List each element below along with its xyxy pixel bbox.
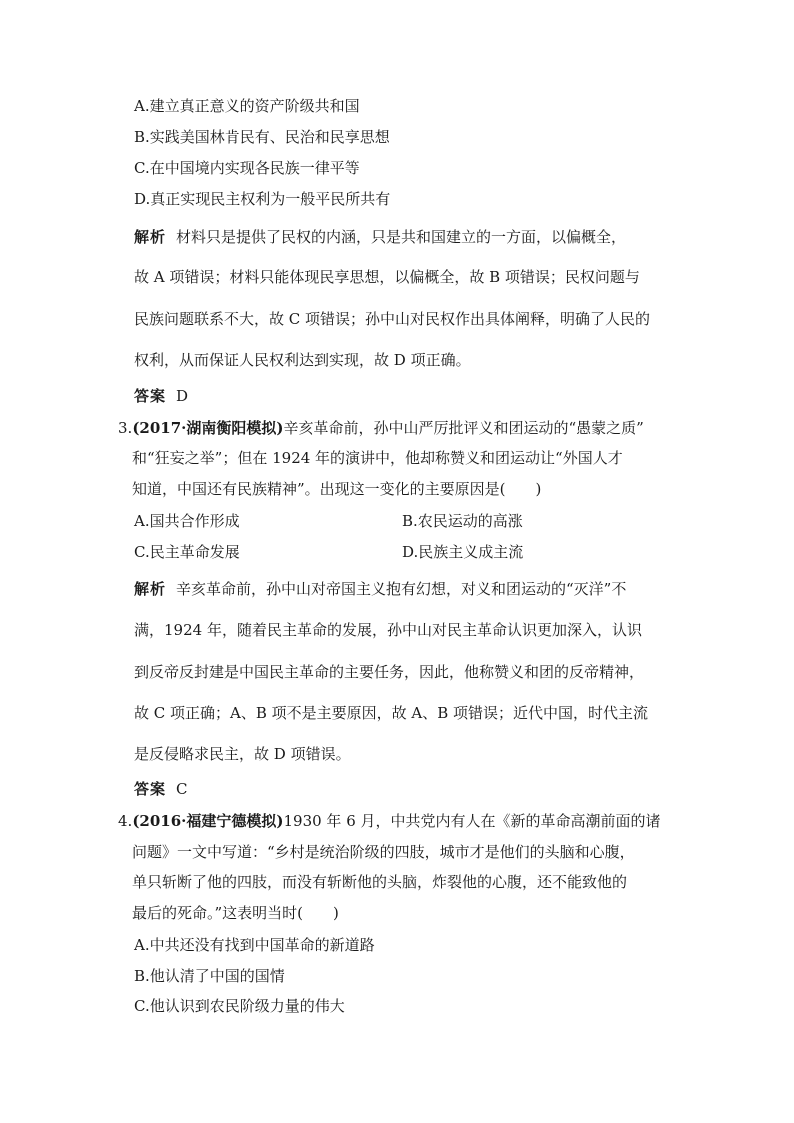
q3-stem-line-2: 和“狂妄之举”；但在 1924 年的演讲中，他却称赞义和团运动让“外国人才 — [132, 449, 623, 467]
q3-source: (2017·湖南衡阳模拟) — [132, 419, 284, 437]
q2-analysis-line-3: 民族问题联系不大，故 C 项错误；孙中山对民权作出具体阐释，明确了人民的 — [134, 310, 651, 328]
answer-label: 答案 — [134, 387, 167, 405]
q3-analysis-line-3: 到反帝反封建是中国民主革命的主要任务，因此，他称赞义和团的反帝精神， — [134, 663, 645, 681]
q3-option-a: A.国共合作形成 — [134, 512, 240, 530]
q3-analysis-line-5: 是反侵略求民主，故 D 项错误。 — [134, 745, 351, 763]
q4-option-c: C.他认识到农民阶级力量的伟大 — [134, 997, 345, 1015]
analysis-label: 解析 — [134, 228, 167, 246]
q3-stem-text: 辛亥革命前，孙中山严厉批评义和团运动的“愚蒙之质” — [283, 419, 644, 437]
q3-number: 3. — [118, 419, 133, 437]
q4-stem-line-1 — [118, 811, 661, 831]
q3-answer — [134, 779, 188, 799]
q4-stem-line-4: 最后的死命。”这表明当时( ) — [132, 904, 339, 922]
q2-analysis-text: 材料只是提供了民权的内涵，只是共和国建立的一方面，以偏概全， — [176, 228, 627, 246]
q3-answer-value: C — [176, 780, 188, 798]
q3-option-c: C.民主革命发展 — [134, 543, 240, 561]
q2-analysis-line-2: 故 A 项错误；材料只能体现民享思想，以偏概全，故 B 项错误；民权问题与 — [134, 268, 640, 286]
q4-stem-text: 1930 年 6 月，中共党内有人在《新的革命高潮前面的诸 — [283, 812, 661, 830]
q4-option-a: A.中共还没有找到中国革命的新道路 — [134, 936, 375, 954]
q3-stem-line-1 — [118, 418, 644, 438]
q2-option-d: D.真正实现民主权利为一般平民所共有 — [134, 190, 391, 208]
q4-stem-line-3: 单只斩断了他的四肢，而没有斩断他的头脑，炸裂他的心腹，还不能致他的 — [132, 873, 628, 891]
q3-stem-line-3: 知道，中国还有民族精神”。出现这一变化的主要原因是( ) — [132, 480, 542, 498]
q3-analysis-line-4: 故 C 项正确；A、B 项不是主要原因，故 A、B 项错误；近代中国，时代主流 — [134, 704, 649, 722]
q2-option-a: A.建立真正意义的资产阶级共和国 — [134, 97, 360, 115]
q3-option-d: D.民族主义成主流 — [402, 543, 524, 561]
q2-answer-value: D — [176, 387, 189, 405]
q2-answer — [134, 386, 188, 406]
q2-analysis-line-1 — [134, 227, 626, 247]
q4-stem-line-2: 问题》一文中写道：“乡村是统治阶级的四肢，城市才是他们的头脑和心腹， — [132, 843, 635, 861]
q2-option-c: C.在中国境内实现各民族一律平等 — [134, 159, 360, 177]
q4-source: (2016·福建宁德模拟) — [132, 812, 284, 830]
q3-analysis-line-1 — [134, 579, 626, 599]
q2-analysis-line-4: 权利，从而保证人民权利达到实现，故 D 项正确。 — [134, 351, 471, 369]
q2-option-b: B.实践美国林肯民有、民治和民享思想 — [134, 128, 390, 146]
analysis-label: 解析 — [134, 580, 167, 598]
q3-analysis-text: 辛亥革命前，孙中山对帝国主义抱有幻想，对义和团运动的“灭洋”不 — [176, 580, 627, 598]
answer-label: 答案 — [134, 780, 167, 798]
q3-option-b: B.农民运动的高涨 — [402, 512, 523, 530]
q4-option-b: B.他认清了中国的国情 — [134, 967, 285, 985]
q3-analysis-line-2: 满，1924 年，随着民主革命的发展，孙中山对民主革命认识更加深入，认识 — [134, 621, 642, 639]
q4-number: 4. — [118, 812, 133, 830]
